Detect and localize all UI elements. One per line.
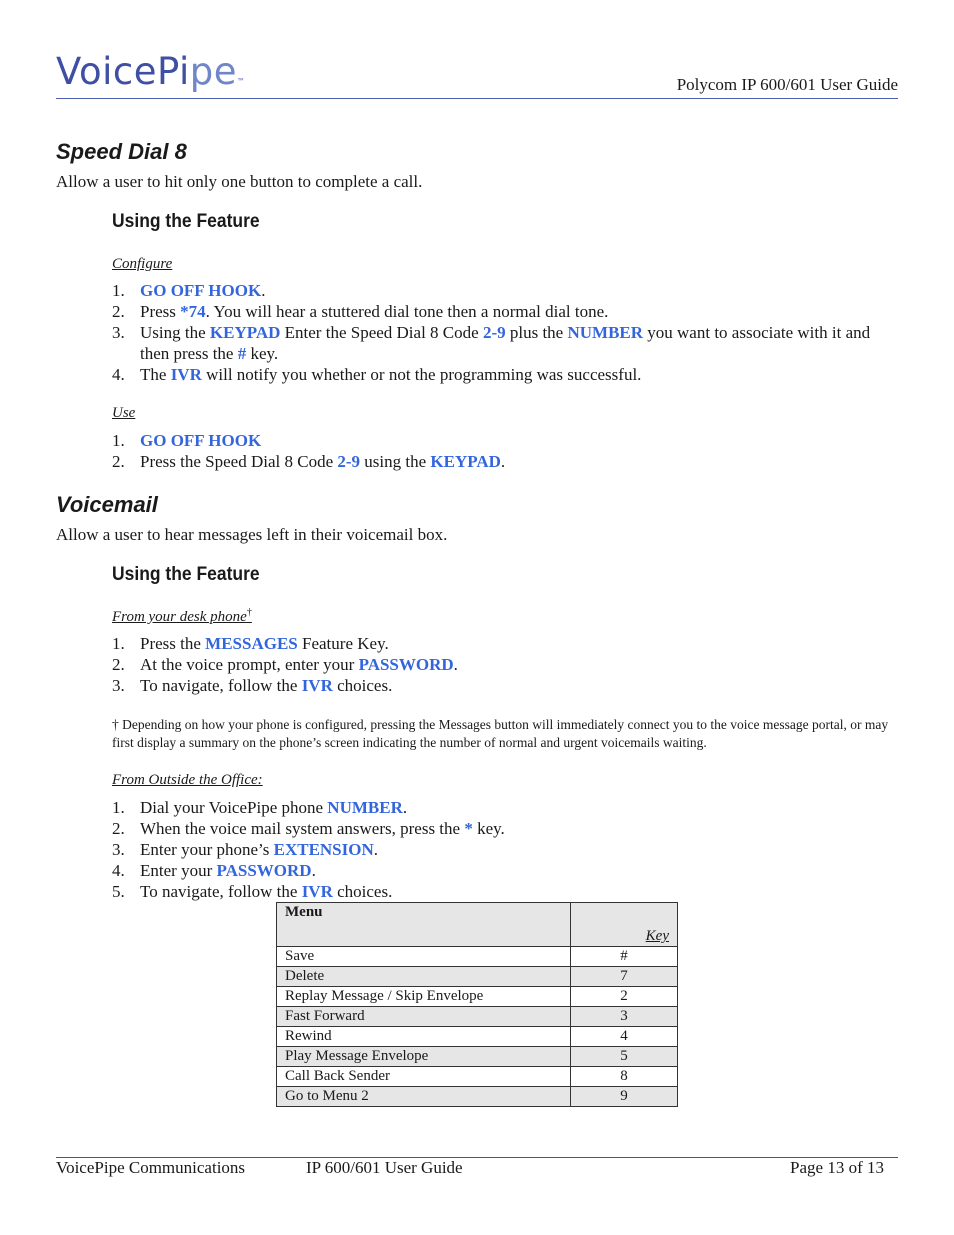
menu-cell: Rewind	[277, 1027, 571, 1047]
list-item: 2. Press the Speed Dial 8 Code 2-9 using the KEYPAD.	[112, 452, 506, 471]
voicepipe-logo: VoicePipe™	[56, 50, 246, 93]
voicemail-title: Voicemail	[56, 492, 158, 517]
table-row	[277, 1007, 678, 1027]
header-divider	[56, 98, 898, 99]
table-row	[277, 987, 678, 1007]
keyword: IVR	[170, 365, 202, 384]
list-item: 4. The IVR will notify you whether or not the programming was successful.	[112, 365, 642, 384]
guide-title: Polycom IP 600/601 User Guide	[676, 75, 898, 94]
footnote: † Depending on how your phone is configured, pressing the Messages button will immediately connect you to the voice message portal, or may first display a summary on the phone’s screen indicating the number of normal and urgent voicemails waiting.	[112, 717, 889, 750]
keyword: EXTENSION	[273, 840, 374, 859]
keyword: #	[237, 344, 247, 363]
voicemail-intro: Allow a user to hear messages left in their voicemail box.	[56, 525, 448, 544]
key-cell: #	[571, 947, 678, 967]
list-item: 3. Enter your phone’s EXTENSION.	[112, 840, 378, 859]
keyword: NUMBER	[327, 798, 403, 817]
footer-company: VoicePipe Communications	[56, 1158, 246, 1177]
keyword: GO OFF HOOK	[140, 431, 262, 450]
keyword: 2-9	[482, 323, 506, 342]
desk-phone-label: From your desk phone†	[112, 607, 252, 625]
outside-office-label: From Outside the Office:	[112, 772, 263, 788]
list-item: 2. Press *74. You will hear a stuttered dial tone then a normal dial tone.	[112, 302, 609, 321]
table-row	[277, 1027, 678, 1047]
list-item: 3. Using the KEYPAD Enter the Speed Dial 8 Code 2-9 plus the NUMBER you want to associate with it and then press the # key.	[112, 323, 871, 363]
menu-key-table	[276, 902, 678, 1107]
keyword: GO OFF HOOK	[140, 281, 262, 300]
keyword: KEYPAD	[209, 323, 281, 342]
list-item: 1. GO OFF HOOK.	[112, 281, 266, 300]
menu-cell: Fast Forward	[277, 1007, 571, 1027]
key-cell: 4	[571, 1027, 678, 1047]
use-steps	[112, 430, 902, 472]
key-cell: 2	[571, 987, 678, 1007]
menu-cell: Go to Menu 2	[277, 1087, 571, 1107]
keyword: KEYPAD	[430, 452, 501, 471]
list-item: 2. When the voice mail system answers, press the * key.	[112, 819, 505, 838]
list-item: 1. Dial your VoicePipe phone NUMBER.	[112, 798, 408, 817]
menu-cell: Save	[277, 947, 571, 967]
configure-steps	[112, 280, 902, 385]
keyword: *	[464, 819, 473, 838]
configure-label: Configure	[112, 256, 173, 272]
menu-cell: Call Back Sender	[277, 1067, 571, 1087]
keyword: IVR	[301, 676, 333, 695]
keyword: PASSWORD	[358, 655, 454, 674]
menu-cell: Play Message Envelope	[277, 1047, 571, 1067]
list-item: 1. GO OFF HOOK	[112, 431, 262, 450]
list-item: 3. To navigate, follow the IVR choices.	[112, 676, 393, 695]
speed-dial-subheading: Using the Feature	[112, 211, 260, 232]
menu-rows	[277, 947, 678, 1107]
voicemail-subheading: Using the Feature	[112, 564, 260, 585]
list-item: 1. Press the MESSAGES Feature Key.	[112, 634, 389, 653]
menu-cell: Replay Message / Skip Envelope	[277, 987, 571, 1007]
keyword: PASSWORD	[216, 861, 312, 880]
menu-column-header: Menu	[277, 903, 571, 947]
table-row	[277, 1067, 678, 1087]
table-row	[277, 967, 678, 987]
key-column-header: Key	[571, 903, 678, 947]
keyword: MESSAGES	[205, 634, 298, 653]
table-row	[277, 1047, 678, 1067]
key-cell: 7	[571, 967, 678, 987]
key-cell: 3	[571, 1007, 678, 1027]
menu-cell: Delete	[277, 967, 571, 987]
outside-office-steps	[112, 797, 902, 902]
table-row	[277, 947, 678, 967]
keyword: IVR	[301, 882, 333, 901]
list-item: 2. At the voice prompt, enter your PASSWORD.	[112, 655, 458, 674]
footer-page-number: Page 13 of 13	[790, 1158, 884, 1177]
list-item: 4. Enter your PASSWORD.	[112, 861, 316, 880]
list-item: 5. To navigate, follow the IVR choices.	[112, 882, 393, 901]
key-cell: 5	[571, 1047, 678, 1067]
speed-dial-title: Speed Dial 8	[56, 139, 187, 164]
key-cell: 9	[571, 1087, 678, 1107]
speed-dial-intro: Allow a user to hit only one button to complete a call.	[56, 172, 423, 191]
use-label: Use	[112, 405, 136, 421]
keyword: *74	[180, 302, 206, 321]
key-cell: 8	[571, 1067, 678, 1087]
footer-guide: IP 600/601 User Guide	[306, 1158, 463, 1177]
desk-phone-steps	[112, 633, 902, 696]
keyword: NUMBER	[567, 323, 644, 342]
keyword: 2-9	[337, 452, 361, 471]
table-row	[277, 1087, 678, 1107]
